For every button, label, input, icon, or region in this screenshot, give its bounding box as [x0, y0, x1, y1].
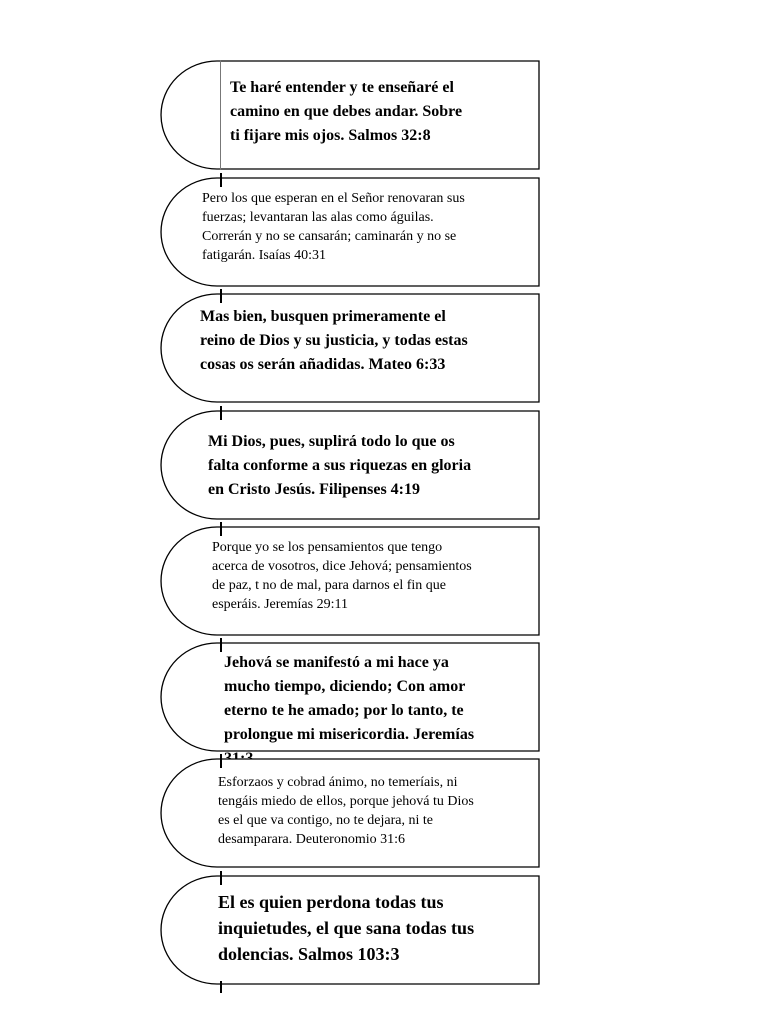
verse-card [160, 410, 540, 520]
verse-card [160, 293, 540, 403]
verse-text: Mas bien, busquen primeramente el reino de Dios y su justicia, y todas estas cosas os serán añadidas. Mateo 6:33 [200, 308, 468, 373]
cut-mark [220, 871, 222, 885]
verse-text: Jehová se manifestó a mi hace ya mucho tiempo, diciendo; Con amor eterno te he amado; por lo tanto, te prolongue mi misericordia. Jeremías [224, 654, 475, 743]
verse-text: Pero los que esperan en el Señor renovaran sus fuerzas; levantaran las alas como águilas. Correrán y no se cansarán; caminarán y no se fatigarán. Isaías 40:31 [202, 191, 465, 263]
verse-card [160, 177, 540, 287]
verse-text: El es quien perdona todas tus inquietudes, el que sana todas tus dolencias. Salmos 103:3 [218, 892, 475, 964]
verse-card [160, 526, 540, 636]
cut-mark [220, 60, 221, 170]
cut-mark [220, 406, 222, 420]
cut-mark [220, 289, 222, 303]
verse-text: Te haré entender y te enseñaré el camino en que debes andar. Sobre ti fijare mis ojos. Salmos 32:8 [230, 79, 463, 144]
verse-text: Mi Dios, pues, suplirá todo lo que os falta conforme a sus riquezas en gloria en Cristo Jesús. Filipenses 4:19 [208, 433, 472, 498]
verse-text: Porque yo se los pensamientos que tengo acerca de vosotros, dice Jehová; pensamientos de paz, t no de mal, para darnos el fin que esperáis. Jeremías 29:11 [212, 540, 472, 612]
cut-mark [220, 638, 222, 652]
verse-card [160, 60, 540, 170]
verse-text: Esforzaos y cobrad ánimo, no temeríais, ni tengáis miedo de ellos, porque jehová tu Dios es el que va contigo, no te dejara, ni te desamparara. Deuteronomio 31:6 [218, 775, 474, 847]
verse-card [160, 875, 540, 985]
verse-card [160, 642, 540, 752]
verse-card [160, 758, 540, 868]
cut-mark [220, 173, 222, 187]
cut-mark [220, 522, 222, 536]
cut-mark [220, 981, 222, 993]
cut-mark [220, 754, 222, 768]
